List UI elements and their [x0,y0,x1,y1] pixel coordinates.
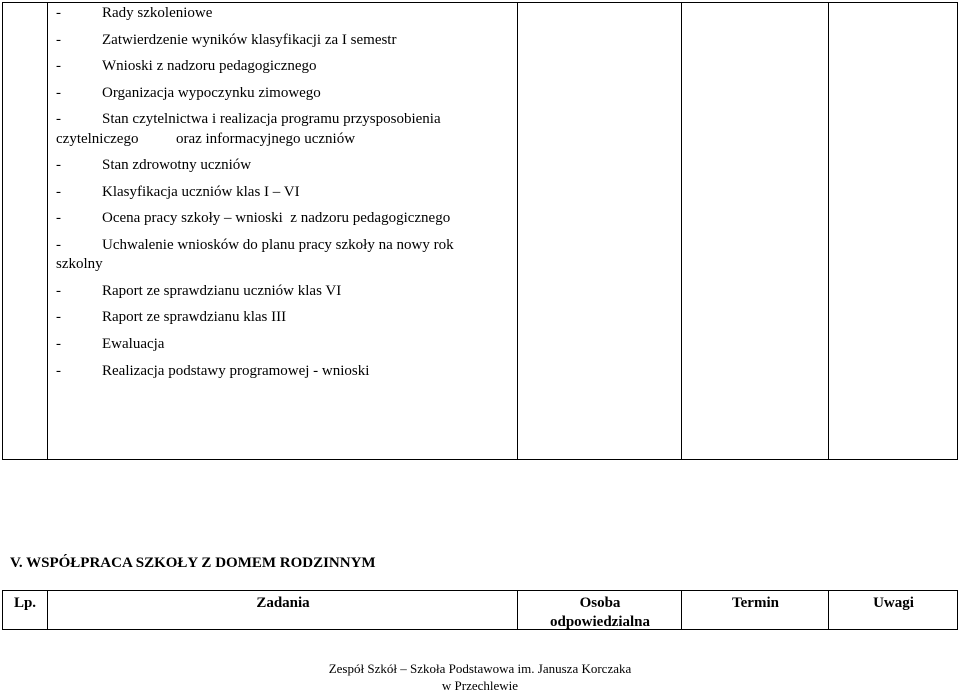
agenda-item-continuation: szkolny [56,256,103,272]
table-column-divider [47,3,48,459]
header-cell-zadania: Zadania [47,591,518,629]
table-column-divider [828,3,829,459]
table-column-divider [517,3,518,459]
header-cell-lp: Lp. [13,595,37,611]
agenda-item-continuation: czytelniczego oraz informacyjnego uczniów [56,131,356,147]
header-cell-termin: Termin [681,591,829,629]
footer-line: w Przechlewie [441,678,519,693]
footer-line: Zespół Szkół – Szkoła Podstawowa im. Janusza Korczaka [328,661,632,676]
table-column-divider [681,3,682,459]
header-cell-uwagi: Uwagi [828,591,958,629]
page-footer [0,660,960,694]
table-header-row [2,590,958,630]
header-cell-osoba: Osoba odpowiedzialna [517,591,682,629]
section-title: V. WSPÓŁPRACA SZKOŁY Z DOMEM RODZINNYM [10,555,376,571]
